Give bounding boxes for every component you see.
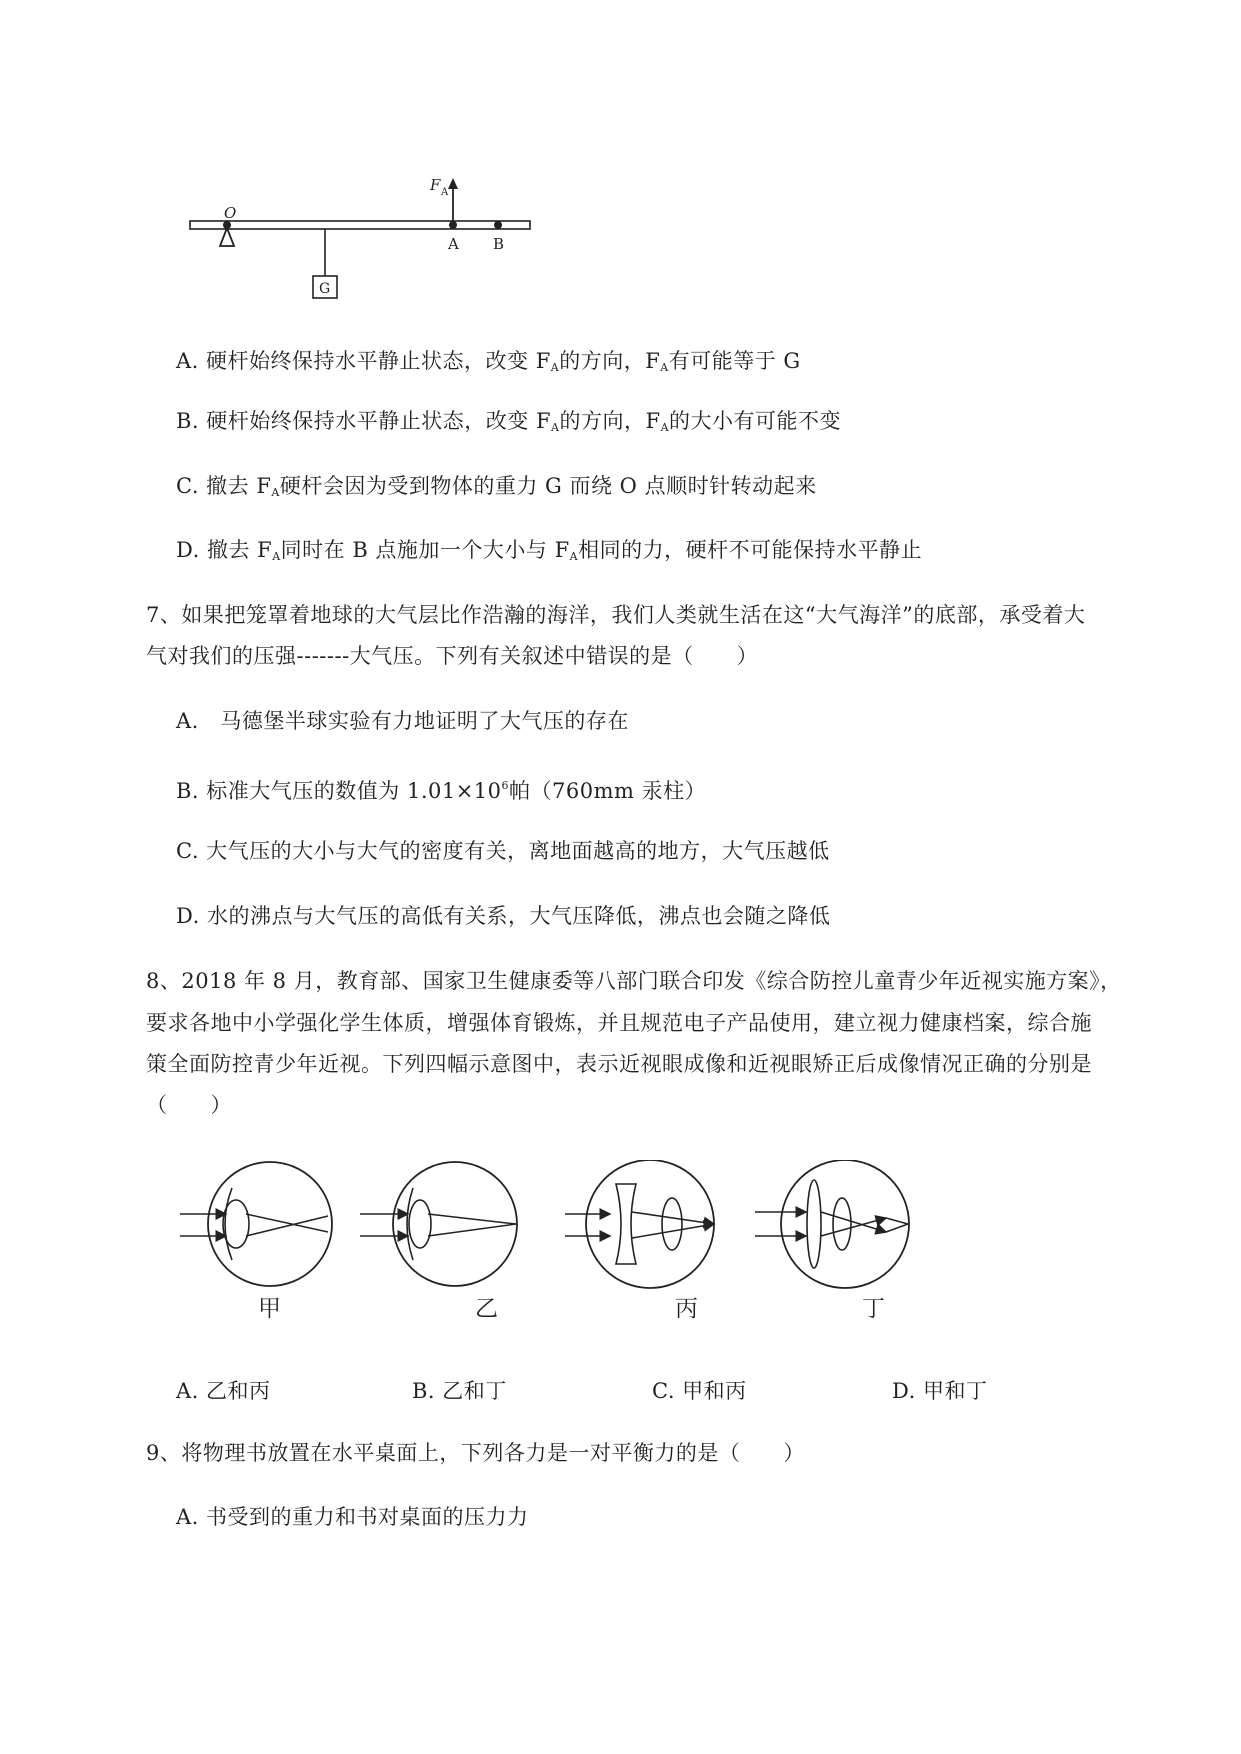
force-subscript: A bbox=[441, 187, 449, 198]
eye-yi bbox=[360, 1162, 517, 1286]
q8-option-d: D. 甲和丁 bbox=[892, 1379, 988, 1403]
q7-option-d: D. 水的沸点与大气压的高低有关系，大气压降低，沸点也会随之降低 bbox=[176, 904, 831, 928]
q7-option-c: C. 大气压的大小与大气的密度有关，离地面越高的地方，大气压越低 bbox=[176, 839, 830, 863]
q8-stem-line3: 策全面防控青少年近视。下列四幅示意图中，表示近视眼成像和近视眼矫正后成像情况正确的分别是 bbox=[146, 1052, 1092, 1076]
eye-diagrams bbox=[170, 1160, 950, 1320]
point-a-label: A bbox=[448, 235, 459, 253]
q8-option-c: C. 甲和丙 bbox=[652, 1379, 747, 1403]
point-b-label: B bbox=[493, 235, 505, 253]
eye-ding bbox=[755, 1160, 909, 1288]
q7-option-b: B. 标准大气压的数值为 $1.01\times 10^6$帕（760mm 汞柱） bbox=[176, 779, 707, 803]
q6-option-c: C. 撤去 $F_A$硬杆会因为受到物体的重力 G 而绕 O 点顺时针转动起来 bbox=[176, 474, 817, 499]
q6-option-d: D. 撤去 $F_A$同时在 B 点施加一个大小与 $F_A$相同的力，硬杆不可能保持水平静止 bbox=[176, 538, 923, 563]
figure-label-jia: 甲 bbox=[258, 1296, 281, 1322]
q9-stem: 9、将物理书放置在水平桌面上，下列各力是一对平衡力的是（ ） bbox=[146, 1441, 805, 1465]
q9-option-a: A. 书受到的重力和书对桌面的压力力 bbox=[176, 1505, 529, 1529]
q8-stem-line4: （ ） bbox=[146, 1093, 232, 1117]
weight-label: G bbox=[319, 281, 331, 297]
q6-option-b: B. 硬杆始终保持水平静止状态，改变 $F_A$的方向，$F_A$的大小有可能不变 bbox=[176, 409, 842, 434]
figure-label-bing: 丙 bbox=[675, 1296, 698, 1322]
q8-option-b: B. 乙和丁 bbox=[412, 1379, 507, 1403]
q8-option-a: A. 乙和丙 bbox=[176, 1379, 271, 1403]
point-o-label: O bbox=[224, 204, 237, 222]
eye-jia bbox=[180, 1162, 332, 1286]
q7-stem-line2: 气对我们的压强-------大气压。下列有关叙述中错误的是（ ） bbox=[146, 644, 759, 668]
q8-stem-line1: 8、2018 年 8 月，教育部、国家卫生健康委等八部门联合印发《综合防控儿童青少年近视实施方案》， bbox=[146, 969, 1122, 993]
q7-option-a: A. 马德堡半球实验有力地证明了大气压的存在 bbox=[176, 709, 629, 733]
figure-label-ding: 丁 bbox=[862, 1296, 885, 1322]
q6-option-a: A. 硬杆始终保持水平静止状态，改变 $F_A$的方向，$F_A$有可能等于 G bbox=[176, 349, 801, 374]
figure-label-yi: 乙 bbox=[475, 1296, 498, 1322]
force-label: F bbox=[430, 176, 441, 194]
q7-stem-line1: 7、如果把笼罩着地球的大气层比作浩瀚的海洋，我们人类就生活在这“大气海洋”的底部，承受着大 bbox=[146, 603, 1086, 627]
q8-stem-line2: 要求各地中小学强化学生体质，增强体育锻炼，并且规范电子产品使用，建立视力健康档案，综合施 bbox=[146, 1011, 1092, 1035]
lever-diagram bbox=[180, 168, 540, 303]
eye-bing bbox=[565, 1160, 714, 1288]
